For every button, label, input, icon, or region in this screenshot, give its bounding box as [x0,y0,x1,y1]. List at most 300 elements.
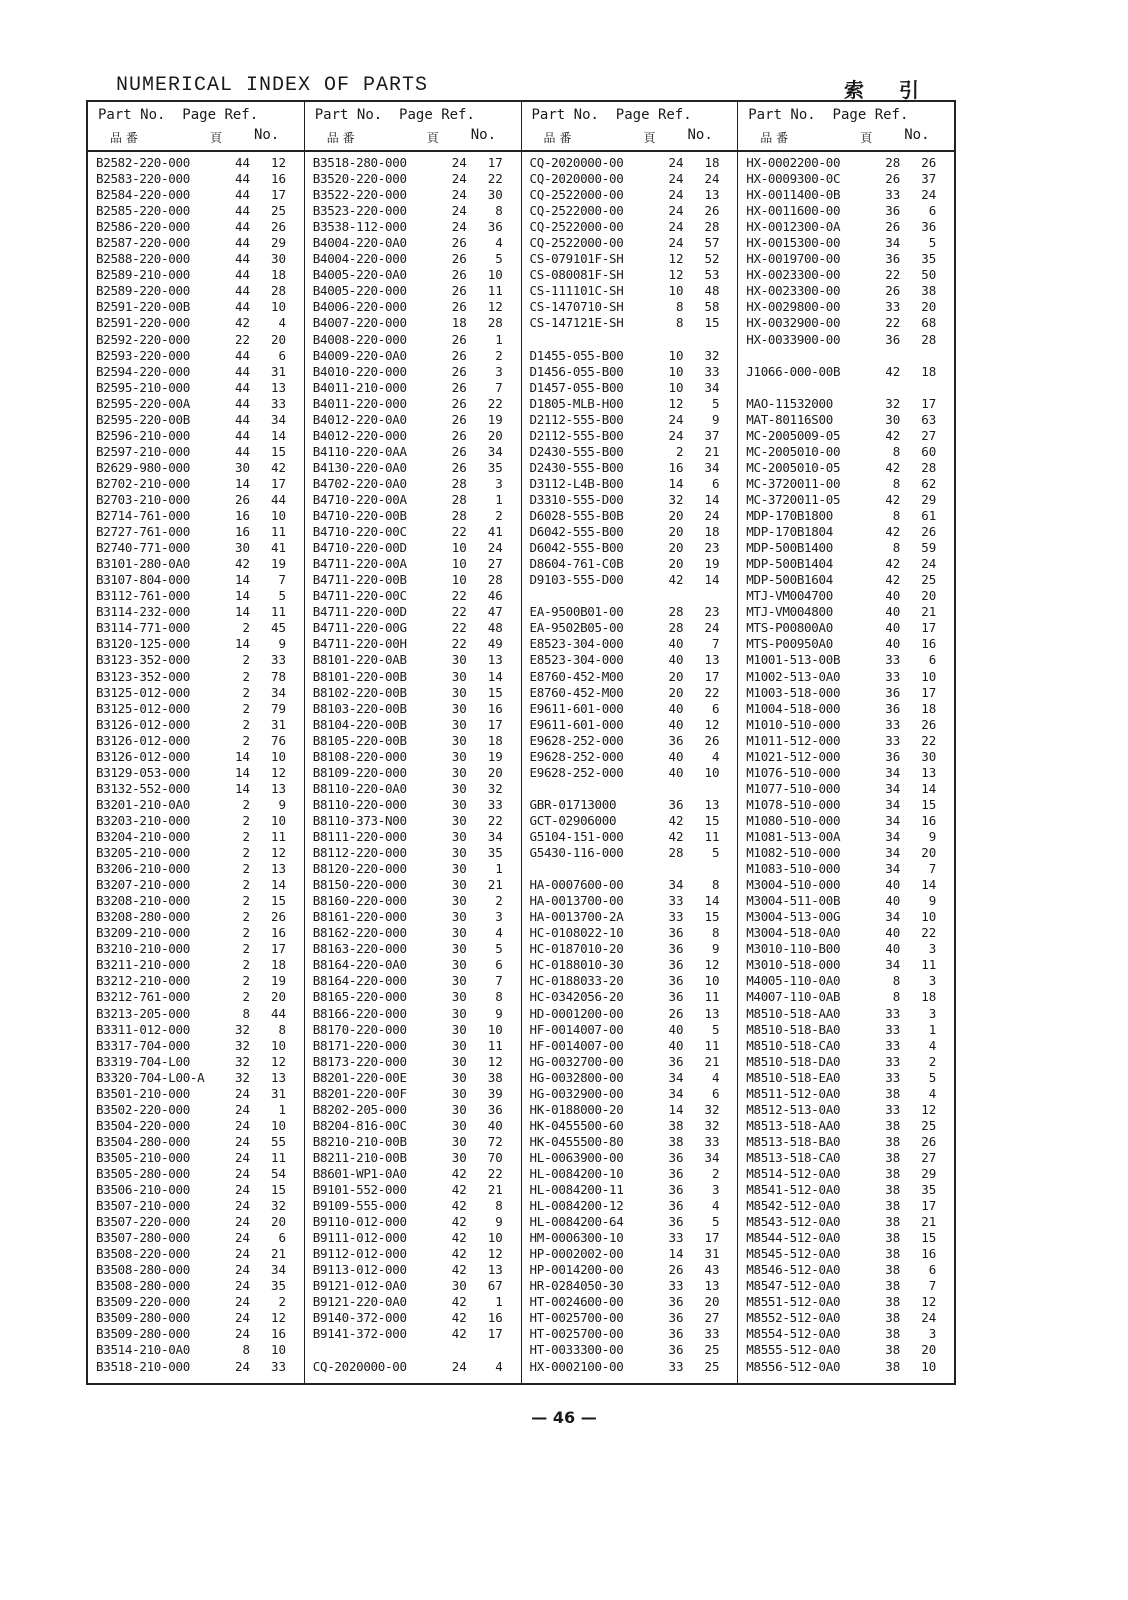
table-row [88,460,304,476]
page-number-cell: 42 [885,363,901,379]
part-number: B2740-771-000 [96,540,190,556]
page-number-cell: 8 [242,1342,250,1358]
ref-number: 68 [921,315,937,331]
table-row [738,765,954,781]
ref-number: 11 [487,283,503,299]
table-row [738,1342,954,1358]
table-row [88,1310,304,1326]
part-number: M1082-510-000 [746,845,841,861]
table-row [88,1246,304,1262]
column-header [522,102,738,152]
page-number-cell: 42 [451,1214,467,1230]
table-row [738,1054,954,1070]
ref-number: 34 [704,459,720,475]
part-number: M1078-510-000 [746,796,841,812]
ref-number: 18 [270,957,286,973]
part-number: M1081-513-00A [746,828,841,844]
ref-number: 12 [270,1053,286,1069]
ref-number: 31 [704,1246,720,1262]
ref-number: 10 [921,909,937,925]
ref-number: 26 [270,219,286,235]
page-number-cell: 26 [668,1005,684,1021]
header-page: Page [615,107,650,123]
table-row [88,989,304,1005]
page-number-cell: 33 [885,1101,901,1117]
ref-number: 16 [270,925,286,941]
page-number-cell: 42 [451,1262,467,1278]
page-number-cell: 30 [451,989,467,1005]
part-number: G5430-116-000 [529,845,624,861]
part-number: B3129-053-000 [96,764,190,780]
table-row [305,701,521,717]
ref-number: 29 [921,492,937,507]
page-number-cell: 24 [234,1198,250,1214]
page-number-cell: 36 [885,700,901,716]
page-number-cell: 24 [668,411,684,427]
ref-number: 10 [270,1037,286,1053]
ref-number: 11 [270,524,286,540]
ref-number: 10 [270,299,286,315]
part-number: B2587-220-000 [96,235,190,251]
part-number: M8547-512-0A0 [746,1278,841,1294]
part-number: M8510-518-AA0 [746,1005,841,1021]
page-number-cell: 30 [451,1101,467,1117]
ref-number: 8 [495,203,503,219]
page-number-cell: 36 [668,973,684,989]
ref-number: 33 [270,652,286,668]
table-row [305,412,521,428]
page-number-cell: 24 [234,1085,250,1101]
table-row [88,283,304,299]
ref-number: 15 [921,1230,937,1246]
page-number-cell: 20 [668,540,684,556]
page-number-cell: 24 [668,427,684,443]
page-number-cell: 38 [885,1278,901,1294]
page-number-cell: 30 [451,877,467,893]
page-number-cell: 24 [451,171,467,187]
page-number-cell: 22 [451,524,467,540]
part-number: M1001-513-00B [746,652,841,668]
page-number-cell: 30 [451,1133,467,1149]
table-row [522,1310,738,1326]
part-number: B3123-352-000 [96,652,190,668]
ref-number: 13 [704,796,720,812]
page-number-cell: 24 [668,219,684,235]
table-row [305,1086,521,1102]
ref-number: 11 [704,989,720,1005]
part-number: CS-111101C-SH [529,283,624,299]
ref-number: 54 [270,1165,286,1181]
page-number-cell: 20 [668,524,684,540]
column-rows [522,152,738,1383]
table-row [738,187,954,203]
page-number-cell: 30 [451,732,467,748]
page-number-cell: 30 [451,957,467,973]
part-number: HX-0002200-00 [746,155,841,171]
part-number: MAO-11532000 [746,395,833,411]
table-row [522,460,738,476]
table-row [522,669,738,685]
table-row [738,1310,954,1326]
table-row [522,1054,738,1070]
page-number-cell: 40 [668,748,684,764]
ref-number: 8 [495,989,503,1005]
table-row [88,1230,304,1246]
page-number-cell: 36 [668,957,684,973]
ref-number: 33 [270,1358,286,1374]
part-number: B4012-220-0A0 [312,411,407,427]
part-number: B8164-220-0A0 [312,957,407,973]
ref-number: 4 [928,1037,937,1053]
ref-number: 31 [270,716,286,732]
row-spacer [522,781,738,797]
part-number: B3505-280-000 [96,1165,190,1181]
page-number-cell: 10 [668,283,684,299]
part-number: B4710-220-00C [312,524,407,540]
page-number-cell: 36 [668,732,684,748]
part-number: B8101-220-00B [312,668,407,684]
part-number: M8545-512-0A0 [746,1246,841,1262]
page-number-cell: 33 [885,732,901,748]
ref-number: 8 [278,1021,286,1037]
part-number: HX-0023300-00 [746,267,841,283]
part-number: M8511-512-0A0 [746,1085,841,1101]
ref-number: 7 [278,572,286,588]
part-number: B3114-232-000 [96,604,190,620]
part-number: HG-0032800-00 [529,1069,624,1085]
part-number: B4702-220-0A0 [312,475,407,491]
table-row [88,412,304,428]
part-number: M8514-512-0A0 [746,1165,841,1181]
ref-number: 17 [921,620,937,636]
part-number: M1077-510-000 [746,780,841,796]
part-number: B2714-761-000 [96,508,190,524]
part-number: MDP-500B1604 [746,572,833,588]
table-row [522,909,738,925]
ref-number: 16 [270,171,286,187]
page-number-cell: 40 [885,636,901,652]
ref-number: 62 [921,475,937,491]
table-row [522,1070,738,1086]
page-number-cell: 38 [885,1326,901,1342]
part-number: GBR-01713000 [529,796,617,812]
part-number: B3501-210-000 [96,1085,190,1101]
index-column-1 [88,102,305,1383]
part-number: B9101-552-000 [312,1182,407,1198]
part-number: EA-9500B01-00 [529,604,624,620]
part-number: HX-0009300-0C [746,171,841,187]
table-row [522,412,738,428]
ref-number: 3 [928,973,937,989]
ref-number: 33 [704,1326,720,1342]
part-number: B9112-012-000 [312,1246,407,1262]
ref-number: 10 [487,267,503,283]
page-number-cell: 33 [885,668,901,684]
ref-number: 6 [278,347,286,363]
ref-number: 34 [704,379,720,395]
page-number-cell: 33 [885,1021,901,1037]
ref-number: 15 [921,796,937,812]
part-number: B3126-012-000 [96,732,190,748]
table-row [522,1118,738,1134]
part-number: B8160-220-000 [312,893,407,909]
part-number: MTS-P00800A0 [746,620,833,636]
part-number: B4711-220-00G [312,620,407,636]
part-number: B8171-220-000 [312,1037,407,1053]
table-row [88,428,304,444]
table-row [88,396,304,412]
page-number-cell: 44 [234,155,250,171]
ref-number: 33 [704,363,720,379]
page-number-cell: 33 [885,1069,901,1085]
part-number: M8556-512-0A0 [746,1358,841,1374]
header-ref: Ref. [874,107,909,123]
ref-number: 15 [704,812,720,828]
table-row [305,1230,521,1246]
ref-number: 27 [921,1149,937,1165]
part-number: D1455-055-B00 [529,347,624,363]
page-number-cell: 16 [234,508,250,524]
ref-number: 15 [704,315,720,331]
part-number: B3101-280-0A0 [96,556,190,572]
page-number-cell: 12 [668,395,684,411]
ref-number: 36 [921,219,937,235]
part-number: B2629-980-000 [96,459,190,475]
part-number: B4007-220-000 [312,315,407,331]
ref-number: 20 [921,588,937,604]
ref-number: 11 [270,1149,286,1165]
part-number: M3010-518-000 [746,957,841,973]
table-row [738,267,954,283]
part-number: HC-0108022-10 [529,925,624,941]
page-number-cell: 44 [234,299,250,315]
table-row [88,508,304,524]
table-row [88,701,304,717]
page-number-cell: 42 [451,1246,467,1262]
ref-number: 45 [270,620,286,636]
ref-number: 53 [704,267,720,283]
table-row [305,861,521,877]
part-number: E8760-452-M00 [529,684,624,700]
table-row [88,540,304,556]
table-row [305,877,521,893]
ref-number: 16 [270,1326,286,1342]
part-number: M8510-518-EA0 [746,1069,841,1085]
table-row [305,733,521,749]
ref-number: 24 [921,1310,937,1326]
table-row [305,620,521,636]
part-number: M1004-518-000 [746,700,841,716]
page-number-cell: 22 [885,315,901,331]
ref-number: 1 [928,1021,937,1037]
table-row [738,540,954,556]
header-part-no: Part No. [748,107,816,123]
ref-number: 29 [921,1165,937,1181]
table-row [738,412,954,428]
row-spacer [522,588,738,604]
ref-number: 34 [270,684,286,700]
part-number: M1002-513-0A0 [746,668,841,684]
ref-number: 10 [270,1342,286,1358]
table-row [738,733,954,749]
table-row [738,556,954,572]
table-row [738,636,954,652]
ref-number: 21 [487,877,503,893]
part-number: M8546-512-0A0 [746,1262,841,1278]
ref-number: 20 [704,1294,720,1310]
page-number-cell: 32 [885,395,901,411]
ref-number: 15 [270,1182,286,1198]
page-number-cell: 2 [242,812,250,828]
page-number-cell: 24 [668,187,684,203]
part-number: MC-3720011-05 [746,492,841,507]
table-row [738,861,954,877]
table-row [738,235,954,251]
table-row [522,1230,738,1246]
page-title-cjk: 索 引 [844,78,933,102]
part-number: B4710-220-00A [312,492,407,507]
part-number: M1011-512-000 [746,732,841,748]
ref-number: 26 [270,909,286,925]
page-number-cell: 22 [885,267,901,283]
page-number-cell: 30 [451,909,467,925]
ref-number: 20 [487,427,503,443]
ref-number: 50 [921,267,937,283]
table-row [88,1342,304,1358]
part-number: B9111-012-000 [312,1230,407,1246]
part-number: D1457-055-B00 [529,379,624,395]
table-row [88,925,304,941]
ref-number: 21 [270,1246,286,1262]
ref-number: 26 [704,732,720,748]
page-number-cell: 34 [885,780,901,796]
part-number: HC-0188010-30 [529,957,624,973]
page-number-cell: 30 [451,1005,467,1021]
table-row [305,636,521,652]
part-number: HK-0455500-80 [529,1133,624,1149]
page-number-cell: 38 [885,1294,901,1310]
page-number-cell: 36 [668,1310,684,1326]
part-number: HL-0084200-10 [529,1165,624,1181]
part-number: D2430-555-B00 [529,459,624,475]
page-number-cell: 44 [234,171,250,187]
ref-number: 26 [921,524,937,540]
ref-number: 13 [704,187,720,203]
table-row [522,348,738,364]
header-page: Page [399,107,433,123]
table-row [88,685,304,701]
ref-number: 36 [487,219,503,235]
part-number: HP-0002002-00 [529,1246,624,1262]
page-number-cell: 24 [668,171,684,187]
page-number-cell: 2 [242,684,250,700]
page-number-cell: 30 [451,780,467,796]
table-row [305,444,521,460]
part-number: D3112-L4B-B00 [529,475,624,491]
part-number: B3114-771-000 [96,620,190,636]
ref-number: 13 [270,861,286,877]
part-number: E8523-304-000 [529,652,624,668]
table-row [88,1022,304,1038]
page-number-cell: 38 [885,1342,901,1358]
table-row [522,652,738,668]
part-number: HK-0188000-20 [529,1101,624,1117]
table-row [88,444,304,460]
part-number: B3509-280-000 [96,1310,190,1326]
part-number: B8110-373-N00 [312,812,407,828]
table-row [88,219,304,235]
index-column-4 [738,102,954,1383]
page-number-cell: 24 [234,1310,250,1326]
part-number: D3310-555-D00 [529,492,624,507]
table-row [305,1359,521,1375]
page-number-cell: 36 [885,251,901,267]
part-number: B4005-220-000 [312,283,407,299]
part-number: M8555-512-0A0 [746,1342,841,1358]
part-number: B2584-220-000 [96,187,190,203]
page-number-cell: 33 [885,1053,901,1069]
page-number-cell: 42 [668,828,684,844]
page-number-cell: 24 [234,1326,250,1342]
table-row [522,604,738,620]
part-number: B2583-220-000 [96,171,190,187]
table-row [738,1214,954,1230]
page-number-cell: 8 [892,540,901,556]
table-row [88,588,304,604]
table-row [305,1182,521,1198]
ref-number: 17 [704,668,720,684]
table-row [88,669,304,685]
part-number: MC-2005009-05 [746,427,841,443]
ref-number: 3 [495,909,503,925]
page-number-cell: 14 [234,780,250,796]
table-row [738,604,954,620]
part-number: HT-0024600-00 [529,1294,624,1310]
table-row [88,556,304,572]
page-number-cell: 30 [451,1021,467,1037]
ref-number: 13 [270,780,286,796]
page-number-cell: 44 [234,363,250,379]
page-number: — 46 — [531,1408,597,1427]
part-number: M8510-518-BA0 [746,1021,841,1037]
ref-number: 28 [270,283,286,299]
part-number: B4005-220-0A0 [312,267,407,283]
ref-number: 38 [487,1069,503,1085]
part-number: B3505-210-000 [96,1149,190,1165]
table-row [738,444,954,460]
table-row [522,251,738,267]
table-row [738,797,954,813]
table-row [738,299,954,315]
part-number: CQ-2522000-00 [529,235,624,251]
table-row [522,1342,738,1358]
page-number-cell: 30 [451,1085,467,1101]
ref-number: 22 [921,925,937,941]
ref-number: 6 [928,652,937,668]
table-row [738,652,954,668]
ref-number: 42 [270,459,286,475]
table-row [305,364,521,380]
ref-number: 13 [921,764,937,780]
ref-number: 10 [487,1021,503,1037]
page-number-cell: 44 [234,411,250,427]
page-number-cell: 2 [242,732,250,748]
ref-number: 78 [270,668,286,684]
table-row [88,1182,304,1198]
page-number-cell: 38 [885,1358,901,1374]
page-number-cell: 14 [234,636,250,652]
page-number-cell: 36 [885,748,901,764]
